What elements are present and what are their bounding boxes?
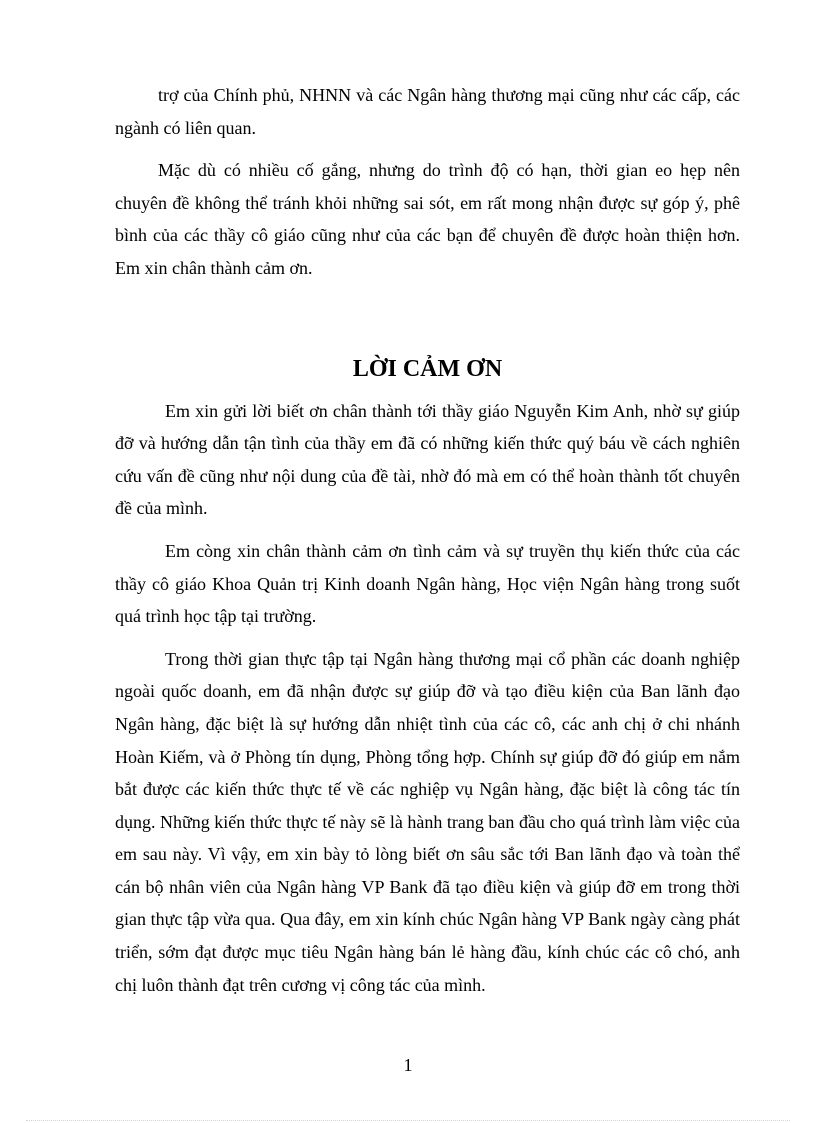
paragraph-closing-1: trợ của Chính phủ, NHNN và các Ngân hàng thương mại cũng như các cấp, các ngành có liên quan. (115, 85, 740, 138)
paragraph-thanks-advisor: Em xin gửi lời biết ơn chân thành tới thầy giáo Nguyễn Kim Anh, nhờ sự giúp đỡ và hướng dẫn tận tình của thầy em đã có những kiến thức quý báu về cách nghiên cứu vấn đề cũng như nội dung của đề tài, nhờ đó mà em có thể hoàn thành tốt chuyên đề của mình. (115, 400, 740, 519)
page-break-divider (26, 1120, 790, 1121)
page-number: 1 (403, 1055, 413, 1075)
page-content (115, 79, 740, 1011)
section-heading: LỜI CẢM ƠN (352, 355, 503, 382)
paragraph-thanks-bank: Trong thời gian thực tập tại Ngân hàng thương mại cổ phần các doanh nghiệp ngoài quốc doanh, em đã nhận được sự giúp đỡ và tạo điều kiện của Ban lãnh đạo Ngân hàng, đặc biệt là sự hướng dẫn nhiệt tình của các cô, các anh chị ở chi nhánh Hoàn Kiếm, và ở Phòng tín dụng, Phòng tổng hợp. Chính sự giúp đỡ đó giúp em nắm bắt được các kiến thức thực tế về các nghiệp vụ Ngân hàng, đặc biệt là công tác tín dụng. Những kiến thức thực tế này sẽ là hành trang ban đầu cho quá trình làm việc của em sau này. Vì vậy, em xin bày tỏ lòng biết ơn sâu sắc tới Ban lãnh đạo và toàn thể cán bộ nhân viên của Ngân hàng VP Bank đã tạo điều kiện và giúp đỡ em trong thời gian thực tập vừa qua. Qua đây, em xin kính chúc Ngân hàng VP Bank ngày càng phát triển, sớm đạt được mục tiêu Ngân hàng bán lẻ hàng đầu, kính chúc các cô chó, anh chị luôn thành đạt trên cương vị công tác của mình. (115, 648, 740, 995)
paragraph-thanks-faculty: Em còng xin chân thành cảm ơn tình cảm và sự truyền thụ kiến thức của các thầy cô giáo Khoa Quản trị Kinh doanh Ngân hàng, Học viện Ngân hàng trong suốt quá trình học tập tại trường. (115, 540, 740, 627)
paragraph-closing-2: Mặc dù có nhiều cố gắng, nhưng do trình độ có hạn, thời gian eo hẹp nên chuyên đề không thể tránh khỏi những sai sót, em rất mong nhận được sự góp ý, phê bình của các thầy cô giáo cũng như của các bạn để chuyên đề được hoàn thiện hơn. Em xin chân thành cảm ơn. (115, 160, 740, 278)
